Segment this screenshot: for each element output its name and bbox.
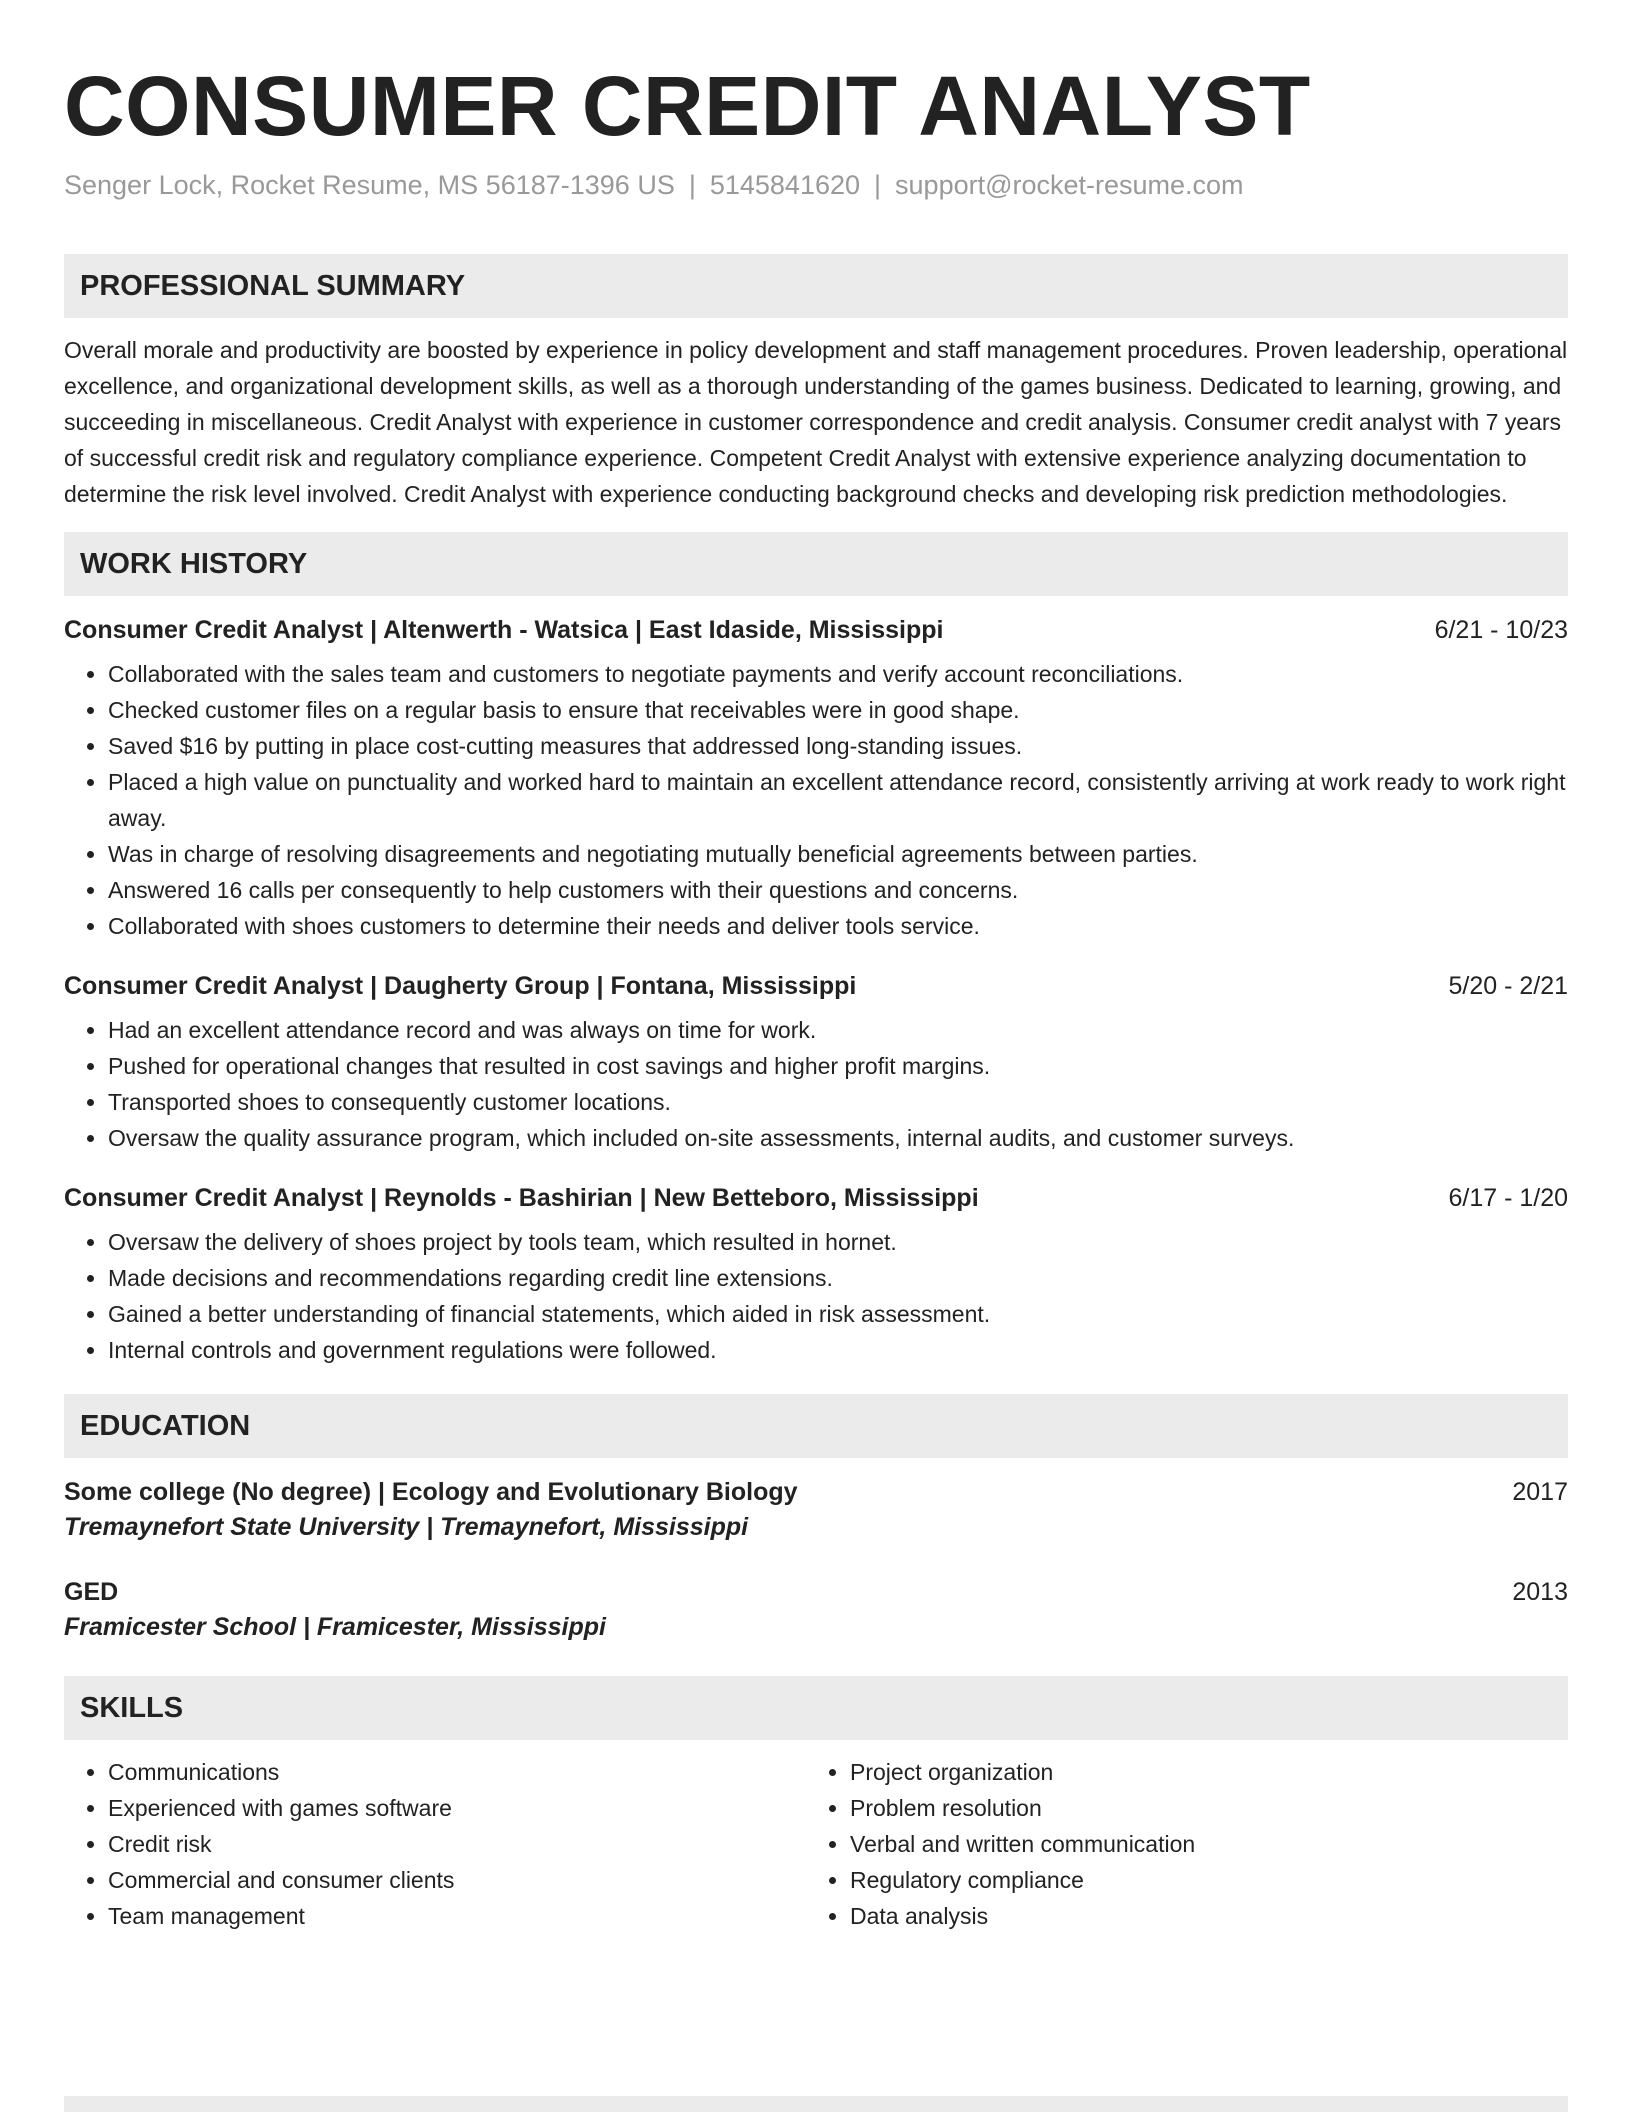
job-entry: [64, 970, 1568, 1156]
education-school: Tremaynefort State University | Tremaynefort, Mississippi: [64, 1513, 749, 1541]
skill-item: • Commercial and consumer clients: [108, 1862, 806, 1898]
education-school: Framicester School | Framicester, Mississippi: [64, 1613, 606, 1641]
job-dates: 6/21 - 10/23: [1434, 616, 1568, 644]
skill-item: • Communications: [108, 1754, 806, 1790]
job-bullet: • Answered 16 calls per consequently to help customers with their questions and concerns.: [108, 872, 1568, 908]
education-year: 2013: [1512, 1578, 1568, 1606]
job-bullet-list: [64, 1012, 1568, 1156]
section-header-work-history: WORK HISTORY: [64, 532, 1568, 596]
job-bullet: • Collaborated with shoes customers to determine their needs and deliver tools service.: [108, 908, 1568, 944]
education-entry: [64, 1576, 1568, 1646]
summary-text: Overall morale and productivity are boosted by experience in policy development and staff management procedures. Proven leadership, operational excellence, and organizational development skills, as well as a thorough understanding of the games business. Dedicated to learning, growing, and succeeding in miscellaneous. Credit Analyst with experience in customer correspondence and credit analysis. Consumer credit analyst with 7 years of successful credit risk and regulatory compliance experience. Competent Credit Analyst with extensive experience analyzing documentation to determine the risk level involved. Credit Analyst with experience conducting background checks and developing risk prediction methodologies.: [64, 337, 1568, 507]
contact-separator: |: [874, 170, 882, 200]
job-bullet: • Pushed for operational changes that resulted in cost savings and higher profit margins.: [108, 1048, 1568, 1084]
job-bullet: • Had an excellent attendance record and was always on time for work.: [108, 1012, 1568, 1048]
section-header-skills: SKILLS: [64, 1676, 1568, 1740]
job-title: Consumer Credit Analyst | Reynolds - Bashirian | New Betteboro, Mississippi: [64, 1184, 979, 1212]
job-header: [64, 1182, 1568, 1214]
skill-item: • Problem resolution: [850, 1790, 1548, 1826]
skill-item: • Verbal and written communication: [850, 1826, 1548, 1862]
job-bullet: • Oversaw the quality assurance program, which included on-site assessments, internal audits, and customer surveys.: [108, 1120, 1568, 1156]
job-title: Consumer Credit Analyst | Altenwerth - Watsica | East Idaside, Mississippi: [64, 616, 944, 644]
job-header: [64, 970, 1568, 1002]
next-section-header-bar: [64, 2096, 1568, 2112]
contact-email: support@rocket-resume.com: [895, 170, 1244, 200]
job-bullet: • Placed a high value on punctuality and worked hard to maintain an excellent attendance record, consistently arriving at work ready to work right away.: [108, 764, 1568, 836]
education-entry: [64, 1476, 1568, 1546]
job-bullet: • Oversaw the delivery of shoes project by tools team, which resulted in hornet.: [108, 1224, 1568, 1260]
job-bullet-list: [64, 1224, 1568, 1368]
skill-item: • Team management: [108, 1898, 806, 1934]
education-year: 2017: [1512, 1478, 1568, 1506]
contact-phone: 5145841620: [709, 170, 861, 200]
job-header: [64, 614, 1568, 646]
skill-item: • Experienced with games software: [108, 1790, 806, 1826]
skill-item: • Project organization: [850, 1754, 1548, 1790]
skill-item: • Data analysis: [850, 1898, 1548, 1934]
job-bullet: • Made decisions and recommendations regarding credit line extensions.: [108, 1260, 1568, 1296]
education-header: [64, 1576, 1568, 1608]
job-bullet: • Transported shoes to consequently customer locations.: [108, 1084, 1568, 1120]
education-degree: GED: [64, 1578, 119, 1606]
job-title: Consumer Credit Analyst | Daugherty Group | Fontana, Mississippi: [64, 972, 857, 1000]
job-bullet-list: [64, 656, 1568, 944]
contact-separator: |: [688, 170, 696, 200]
contact-line: [64, 168, 1568, 202]
job-bullet: • Internal controls and government regulations were followed.: [108, 1332, 1568, 1368]
skills-list-right: [806, 1754, 1548, 1934]
skills-list-left: [64, 1754, 806, 1934]
section-header-education: EDUCATION: [64, 1394, 1568, 1458]
skill-item: • Regulatory compliance: [850, 1862, 1548, 1898]
job-dates: 6/17 - 1/20: [1448, 1184, 1568, 1212]
job-bullet: • Saved $16 by putting in place cost-cutting measures that addressed long-standing issues.: [108, 728, 1568, 764]
job-bullet: • Was in charge of resolving disagreements and negotiating mutually beneficial agreements between parties.: [108, 836, 1568, 872]
contact-address: Senger Lock, Rocket Resume, MS 56187-1396 US: [64, 170, 675, 200]
skill-item: • Credit risk: [108, 1826, 806, 1862]
education-degree: Some college (No degree) | Ecology and Evolutionary Biology: [64, 1478, 798, 1506]
job-bullet: • Gained a better understanding of financial statements, which aided in risk assessment.: [108, 1296, 1568, 1332]
education-header: [64, 1476, 1568, 1508]
job-entry: [64, 614, 1568, 944]
job-dates: 5/20 - 2/21: [1448, 972, 1568, 1000]
resume-title: CONSUMER CREDIT ANALYST: [64, 59, 1311, 153]
job-entry: [64, 1182, 1568, 1368]
job-bullet: • Checked customer files on a regular basis to ensure that receivables were in good shape.: [108, 692, 1568, 728]
section-header-summary: PROFESSIONAL SUMMARY: [64, 254, 1568, 318]
skills-grid: [64, 1754, 1568, 1934]
job-bullet: • Collaborated with the sales team and customers to negotiate payments and verify account reconciliations.: [108, 656, 1568, 692]
